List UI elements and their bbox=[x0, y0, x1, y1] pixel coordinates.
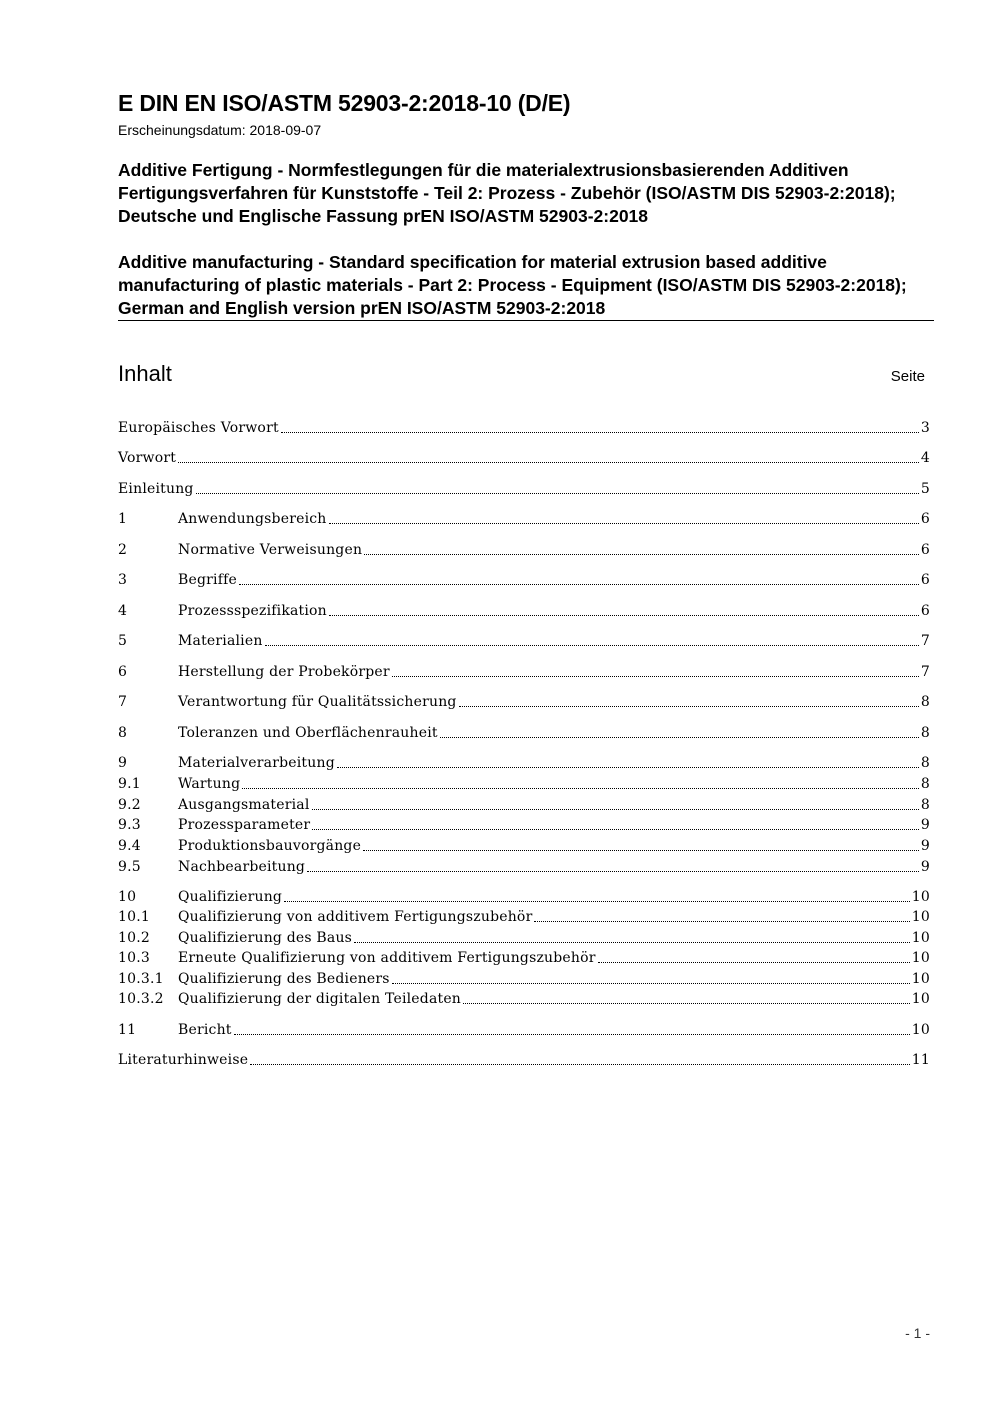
toc-entry-page: 9 bbox=[920, 817, 930, 833]
toc-dot-leader bbox=[337, 766, 919, 768]
toc-entry-page: 6 bbox=[920, 511, 930, 527]
header-divider bbox=[118, 320, 934, 321]
toc-dot-leader bbox=[440, 736, 919, 738]
toc-entry-page: 10 bbox=[911, 930, 930, 946]
toc-entry-page: 7 bbox=[920, 633, 930, 649]
toc-dot-leader bbox=[392, 675, 919, 677]
toc-entry[interactable] bbox=[118, 857, 930, 877]
toc-entry-title: Qualifizierung bbox=[178, 889, 283, 905]
toc-entry-page: 10 bbox=[911, 909, 930, 925]
toc-entry-page: 8 bbox=[920, 755, 930, 771]
toc-dot-leader bbox=[242, 787, 919, 789]
toc-entry-page: 10 bbox=[911, 991, 930, 1007]
toc-entry-title: Europäisches Vorwort bbox=[118, 420, 279, 436]
toc-dot-leader bbox=[329, 522, 919, 524]
toc-dot-leader bbox=[307, 870, 919, 872]
toc-dot-leader bbox=[196, 492, 919, 494]
toc-entry-number: 3 bbox=[118, 572, 128, 588]
toc-entry-title: Prozessspezifikation bbox=[178, 603, 327, 619]
toc-entry[interactable] bbox=[118, 448, 930, 468]
toc-entry-title: Materialverarbeitung bbox=[178, 755, 335, 771]
toc-dot-leader bbox=[534, 920, 909, 922]
toc-entry-title: Einleitung bbox=[118, 481, 194, 497]
toc-entry-page: 5 bbox=[920, 481, 930, 497]
toc-dot-leader bbox=[463, 1002, 910, 1004]
toc-entry-title: Qualifizierung von additivem Fertigungszubehör bbox=[178, 909, 533, 925]
toc-entry-page: 6 bbox=[920, 572, 930, 588]
toc-entry-number: 4 bbox=[118, 603, 128, 619]
toc-entry-number: 9.5 bbox=[118, 859, 141, 875]
toc-entry-page: 10 bbox=[911, 971, 930, 987]
toc-entry-title: Erneute Qualifizierung von additivem Fertigungszubehör bbox=[178, 950, 596, 966]
toc-entry-page: 8 bbox=[920, 797, 930, 813]
toc-entry[interactable] bbox=[118, 509, 930, 529]
toc-entry[interactable] bbox=[118, 570, 930, 590]
toc-entry[interactable] bbox=[118, 928, 930, 948]
toc-dot-leader bbox=[239, 583, 919, 585]
toc-entry[interactable] bbox=[118, 723, 930, 743]
toc-entry-page: 3 bbox=[920, 420, 930, 436]
toc-entry[interactable] bbox=[118, 815, 930, 835]
toc-entry[interactable] bbox=[118, 418, 930, 438]
toc-entry[interactable] bbox=[118, 631, 930, 651]
toc-entry-number: 10.3.1 bbox=[118, 971, 164, 987]
toc-entry-title: Verantwortung für Qualitätssicherung bbox=[178, 694, 457, 710]
toc-entry-title: Begriffe bbox=[178, 572, 237, 588]
page-number: - 1 - bbox=[905, 1325, 930, 1341]
toc-dot-leader bbox=[459, 705, 919, 707]
toc-entry-page: 10 bbox=[911, 889, 930, 905]
toc-entry-number: 7 bbox=[118, 694, 128, 710]
toc-entry-title: Ausgangsmaterial bbox=[178, 797, 310, 813]
publication-date: Erscheinungsdatum: 2018-09-07 bbox=[118, 122, 322, 138]
toc-entry[interactable] bbox=[118, 887, 930, 907]
toc-entry-title: Vorwort bbox=[118, 450, 177, 466]
toc-entry-number: 9.3 bbox=[118, 817, 141, 833]
toc-entry[interactable] bbox=[118, 1050, 930, 1070]
toc-entry[interactable] bbox=[118, 692, 930, 712]
toc-entry[interactable] bbox=[118, 662, 930, 682]
toc-dot-leader bbox=[312, 808, 919, 810]
toc-entry[interactable] bbox=[118, 948, 930, 968]
toc-entry-title: Literaturhinweise bbox=[118, 1052, 249, 1068]
toc-entry-number: 5 bbox=[118, 633, 128, 649]
document-title: E DIN EN ISO/ASTM 52903-2:2018-10 (D/E) bbox=[118, 90, 571, 116]
toc-entry-number: 9.4 bbox=[118, 838, 141, 854]
toc-entry[interactable] bbox=[118, 753, 930, 773]
toc-entry-page: 8 bbox=[920, 694, 930, 710]
toc-entry-number: 10.1 bbox=[118, 909, 150, 925]
toc-dot-leader bbox=[598, 961, 910, 963]
toc-entry-number: 11 bbox=[118, 1022, 137, 1038]
toc-entry-page: 9 bbox=[920, 838, 930, 854]
toc-dot-leader bbox=[392, 982, 910, 984]
toc-entry-page: 7 bbox=[920, 664, 930, 680]
toc-entry[interactable] bbox=[118, 540, 930, 560]
toc-heading: Inhalt bbox=[118, 361, 172, 386]
toc-dot-leader bbox=[234, 1033, 910, 1035]
toc-entry-title: Prozessparameter bbox=[178, 817, 311, 833]
toc-dot-leader bbox=[354, 941, 910, 943]
toc-entry-number: 1 bbox=[118, 511, 128, 527]
toc-entry-title: Toleranzen und Oberflächenrauheit bbox=[178, 725, 438, 741]
toc-dot-leader bbox=[250, 1063, 910, 1065]
toc-entry-number: 2 bbox=[118, 542, 128, 558]
toc-entry-number: 6 bbox=[118, 664, 128, 680]
toc-entry-page: 9 bbox=[920, 859, 930, 875]
toc-dot-leader bbox=[363, 849, 919, 851]
toc-entry[interactable] bbox=[118, 795, 930, 815]
toc-entry-number: 9 bbox=[118, 755, 128, 771]
title-german: Additive Fertigung - Normfestlegungen für die materialextrusionsbasierenden Additiven Fertigungsverfahren für Kunststoffe - Teil 2: Prozess - Zubehör (ISO/ASTM DIS 52903-2:2018); Deutsche und Englische Fassung prEN ISO/ASTM 52903-2:2018 bbox=[118, 160, 896, 226]
toc-entry[interactable] bbox=[118, 969, 930, 989]
toc-entry[interactable] bbox=[118, 907, 930, 927]
toc-entry-number: 9.2 bbox=[118, 797, 141, 813]
toc-entry-number: 10.3 bbox=[118, 950, 150, 966]
toc-entry-number: 9.1 bbox=[118, 776, 141, 792]
toc-entry-title: Qualifizierung der digitalen Teiledaten bbox=[178, 991, 462, 1007]
toc-entry-title: Qualifizierung des Baus bbox=[178, 930, 353, 946]
toc-entry-page: 8 bbox=[920, 776, 930, 792]
toc-entry-title: Herstellung der Probekörper bbox=[178, 664, 390, 680]
toc-entry-title: Qualifizierung des Bedieners bbox=[178, 971, 390, 987]
toc-dot-leader bbox=[312, 828, 919, 830]
toc-entry-page: 8 bbox=[920, 725, 930, 741]
title-english: Additive manufacturing - Standard specification for material extrusion based additive manufacturing of plastic materials - Part 2: Process - Equipment (ISO/ASTM DIS 52903-2:2018); German and English version prEN ISO/ASTM 52903-2:2018 bbox=[118, 252, 907, 318]
toc-entry[interactable] bbox=[118, 1020, 930, 1040]
toc-entry[interactable] bbox=[118, 836, 930, 856]
toc-entry[interactable] bbox=[118, 479, 930, 499]
toc-dot-leader bbox=[178, 461, 919, 463]
toc-entry-title: Nachbearbeitung bbox=[178, 859, 306, 875]
toc-entry-title: Wartung bbox=[178, 776, 241, 792]
toc-entry-page: 10 bbox=[911, 1022, 930, 1038]
toc-entry-page: 6 bbox=[920, 542, 930, 558]
toc-entry-title: Normative Verweisungen bbox=[178, 542, 363, 558]
toc-entry-title: Anwendungsbereich bbox=[178, 511, 327, 527]
toc-entry-title: Bericht bbox=[178, 1022, 232, 1038]
toc-entry-number: 10.2 bbox=[118, 930, 150, 946]
toc-entry[interactable] bbox=[118, 601, 930, 621]
toc-entry-title: Produktionsbauvorgänge bbox=[178, 838, 362, 854]
toc-entry-number: 10.3.2 bbox=[118, 991, 164, 1007]
toc-dot-leader bbox=[329, 614, 919, 616]
toc-dot-leader bbox=[281, 431, 919, 433]
toc-dot-leader bbox=[364, 553, 919, 555]
toc-entry[interactable] bbox=[118, 989, 930, 1009]
toc-entry-page: 10 bbox=[911, 950, 930, 966]
toc-entry-page: 4 bbox=[920, 450, 930, 466]
toc-entry-number: 8 bbox=[118, 725, 128, 741]
toc-entry[interactable] bbox=[118, 774, 930, 794]
toc-dot-leader bbox=[284, 900, 910, 902]
toc-entry-page: 11 bbox=[911, 1052, 930, 1068]
toc-entry-number: 10 bbox=[118, 889, 137, 905]
toc-page-column-label: Seite bbox=[890, 368, 925, 385]
toc-entry-page: 6 bbox=[920, 603, 930, 619]
toc-dot-leader bbox=[265, 644, 919, 646]
toc-entry-title: Materialien bbox=[178, 633, 263, 649]
